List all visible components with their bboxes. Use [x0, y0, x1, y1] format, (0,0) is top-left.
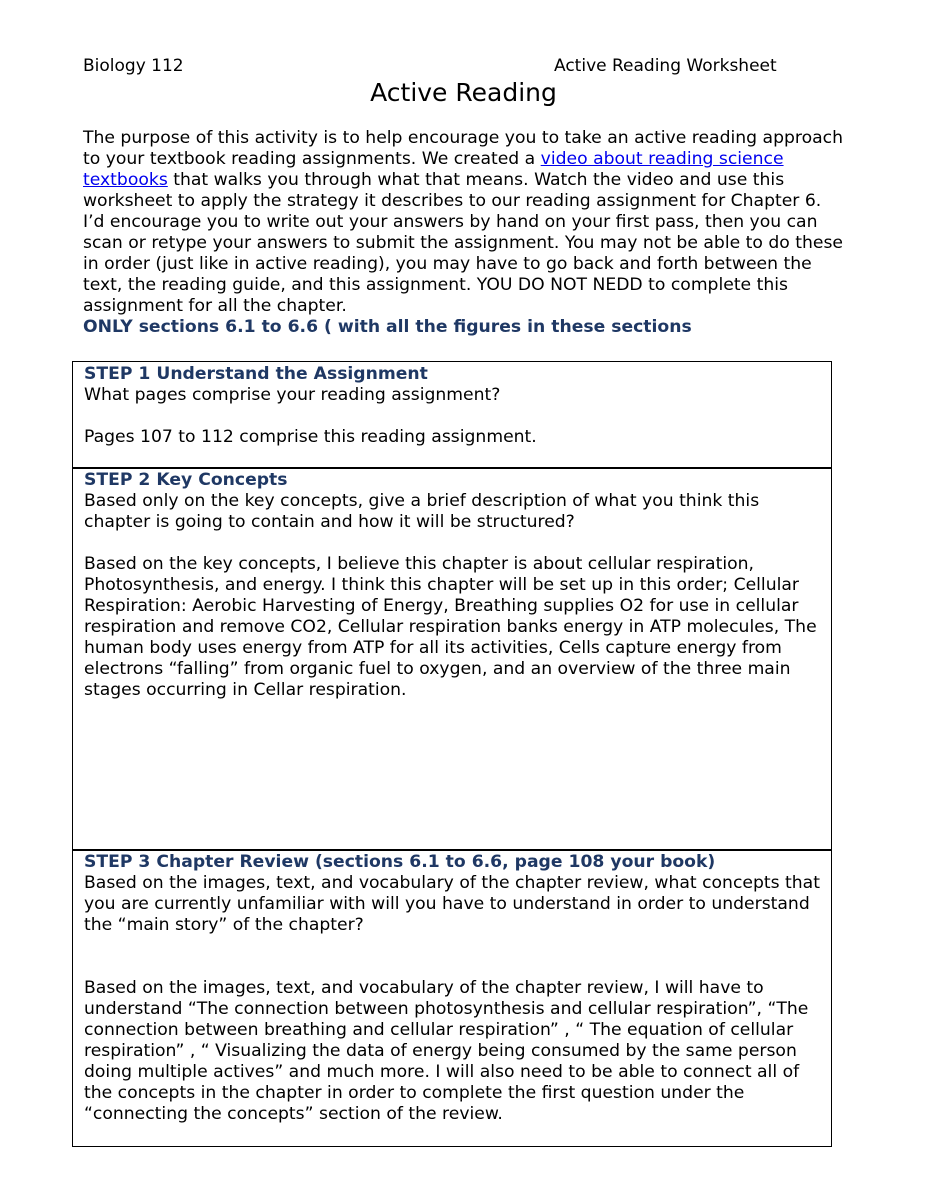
video-link[interactable]: video about reading science textbooks — [83, 149, 784, 190]
header-doc-name: Active Reading Worksheet — [554, 56, 777, 76]
step-2-answer: Based on the key concepts, I believe this chapter is about cellular respiration, Photosynthesis, and energy. I think this chapter will be set up in this order; Cellular Respiration: Aerobic Harvesting of Energy, Breathing supplies O2 for use in cellular respiration and remove CO2, Cellular respiration banks energy in ATP molecules, The human body uses energy from ATP for all its activities, Cells capture energy from electrons “falling” from organic fuel to oxygen, and an overview of the three main stages occurring in Cellar respiration. — [84, 554, 817, 700]
intro-text-after-link: that walks you through what that means. Watch the video and use this worksheet to apply the strategy it describes to our reading assignment for Chapter 6. I’d encourage you to write out your answers by hand on your first pass, then you can scan or retype your answers to submit the assignment. You may not be able to do these in order (just like in active reading), you may have to go back and forth between the text, the reading guide, and this assignment. YOU DO NOT NEDD to complete this assignment for all the chapter. — [83, 170, 843, 316]
intro-text-before-link: The purpose of this activity is to help encourage you to take an active reading approach to your textbook reading assignments. We created a — [83, 128, 843, 169]
step-1-answer: Pages 107 to 112 comprise this reading assignment. — [84, 427, 537, 447]
step-2-heading: STEP 2 Key Concepts — [84, 470, 288, 490]
intro-emphasis: ONLY sections 6.1 to 6.6 ( with all the figures in these sections — [83, 317, 692, 337]
step-1-box — [72, 361, 832, 469]
step-3-heading: STEP 3 Chapter Review (sections 6.1 to 6.6, page 108 your book) — [84, 852, 716, 872]
page-title: Active Reading — [370, 78, 557, 107]
spacer — [84, 533, 820, 554]
step-1-question: What pages comprise your reading assignment? — [84, 385, 501, 405]
step-3-box — [72, 849, 832, 1147]
intro-section — [83, 128, 843, 338]
step-2-question: Based only on the key concepts, give a brief description of what you think this chapter is going to contain and how it will be structured? — [84, 491, 760, 532]
header-course: Biology 112 — [83, 56, 184, 76]
step-3-answer: Based on the images, text, and vocabulary of the chapter review, I will have to understand “The connection between photosynthesis and cellular respiration”, “The connection between breathing and cellular respiration” , “ The equation of cellular respiration” , “ Visualizing the data of energy being consumed by the same person doing multiple actives” and much more. I will also need to be able to connect all of the concepts in the chapter in order to complete the first question under the “connecting the concepts” section of the review. — [84, 978, 809, 1124]
spacer — [84, 936, 820, 978]
step-3-question: Based on the images, text, and vocabulary of the chapter review, what concepts that you are currently unfamiliar with will you have to understand in order to understand the “main story” of the chapter? — [84, 873, 820, 935]
spacer — [84, 406, 820, 427]
step-1-heading: STEP 1 Understand the Assignment — [84, 364, 428, 384]
intro-paragraph — [83, 128, 843, 338]
step-2-box — [72, 467, 832, 851]
